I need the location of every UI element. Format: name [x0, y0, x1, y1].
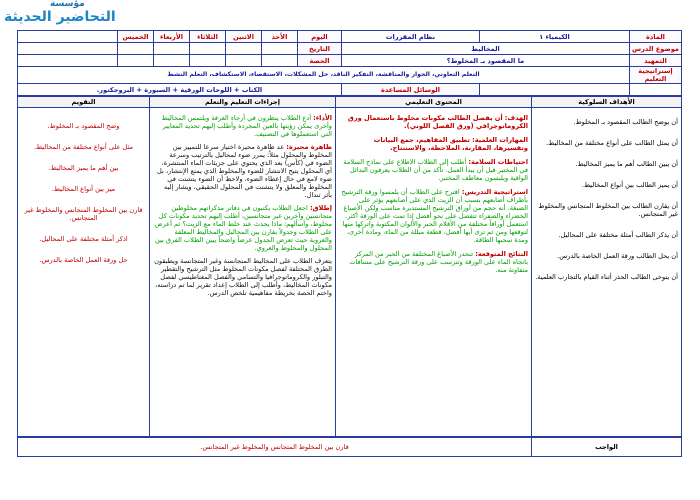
- content-label: النتائج المتوقعة:: [475, 250, 528, 258]
- procedure-block: [153, 204, 332, 252]
- day-monday: الاثنين: [226, 31, 262, 43]
- procedure-block: [153, 114, 332, 138]
- evaluation-cell: [18, 108, 150, 437]
- lesson-label: موضوع الدرس: [630, 43, 682, 55]
- procedure-text: يتعرف الطلاب على المخاليط المتجانسة وغير المتجانسة ويطبقون الطرق المختلفة لفصل مكونات المخلوط مثل الترشيح والتقطير والتبلور والكروماتوجرافيا والتسامي والفصل المغناطيسي لفصل مكونات المخاليط، وأطلب إلى الطلاب إعداد تقرير لما تم دراسته، واختم الحصة بخريطة مفاهيمية تلخص الدرس.: [154, 257, 332, 297]
- content-label: الهدف:: [504, 114, 528, 122]
- evaluation-item: ميز بين أنواع المخاليط.: [51, 185, 116, 193]
- procedure-text: عد ظاهرة محيرة اختيار سرعا للتمييز بين المخلوط والمحلول مثلاً: يمرر ضوء لمحاليل بالترتيب وسرعة الضوء في (كأس) بعد الذي يحتوي على جزيئات الماء المنتشرة، أي المحلول يتيح الانتشار للضوء والمخلوط الذي يمنع الإنتشار، بل ضوء لامع في حال إعطاء الضوء، ولاحظ أن الضوء يتشتت في المخلوط والمعلق ولا يتشتت في المحلول الحقيقي، ويشار إليه بأثر تندال.: [157, 143, 332, 199]
- logo: [2, 0, 177, 34]
- objective-item: أن يبين الطالب أهم ما يميز المخاليط.: [575, 160, 678, 168]
- procedures-header: إجراءات التعليم والتعلم: [150, 97, 336, 108]
- procedure-label: ظاهرة محيرة:: [286, 143, 332, 151]
- course-label: نظام المقررات: [342, 31, 480, 43]
- procedure-block: [153, 143, 332, 199]
- content-block: [339, 114, 528, 130]
- day-wednesday: الأربعاء: [154, 31, 190, 43]
- evaluation-header: التقويم: [18, 97, 150, 108]
- main-table: [17, 96, 682, 437]
- content-text: أن يفصل الطالب مكونات مخلوط باستعمال ورق الكروماتوجرافي (ورق الفصل اللوني).: [347, 114, 528, 130]
- date-label: التاريخ: [298, 43, 342, 55]
- lesson-plan-sheet: [18, 30, 682, 482]
- content-label: احتياطات السلامة:: [468, 158, 528, 166]
- objective-item: أن يحل الطالب ورقة العمل الخاصة بالدرس.: [557, 252, 678, 260]
- subject-value: الكيمياء ١: [480, 31, 630, 43]
- header-table: [17, 30, 682, 96]
- content-label: المهارات العلمية:: [472, 136, 528, 144]
- content-text: تنحدر الأصباغ المختلفة من الحبر من المركز باتجاه الماء على الورقة وتترسب على ورقة الترشيح على مسافات متفاوتة منه.: [349, 250, 528, 274]
- objective-item: أن يتوخى الطالب الحذر أثناء القيام بالتجارب العلمية.: [535, 273, 678, 281]
- subject-label: المادة: [630, 31, 682, 43]
- content-block: [339, 158, 528, 182]
- objective-item: أن يمثل الطالب على أنواع مختلفة من المخاليط.: [546, 139, 678, 147]
- procedures-cell: [150, 108, 336, 437]
- lesson-value: المخاليط: [342, 43, 630, 55]
- procedure-label: إطلاق:: [309, 204, 332, 212]
- homework-table: [17, 437, 682, 457]
- homework-value: قارن بين المخلوط المتجانس والمخلوط غير المتجانس.: [18, 438, 532, 457]
- content-text: أطلب إلى الطلاب الاطلاع على نماذج السلامة في المختبر قبل أن يبدأ العمل. تأكد من أن الطلاب يعرفون البدائل الواقية ويلبسون معاطف المختبر.: [343, 158, 528, 182]
- procedure-label: الأداء:: [313, 114, 332, 122]
- objectives-header: الأهداف السلوكية: [532, 97, 682, 108]
- objective-item: أن يميز الطالب بين أنواع المخاليط.: [581, 181, 678, 189]
- objective-item: أن يوضح الطالب المقصود بـ المخلوط.: [573, 118, 678, 126]
- procedure-text: أدع الطلاب ينظرون في أرجاء الغرفة ويلتمس المخاليط وأخرى يمكن رؤيتها بالعين المجردة وأطلب إليهم تحديد المعايير التي استعملوها في التصنيف.: [161, 114, 332, 138]
- strategy-label: إستراتيجية التعليم: [630, 67, 682, 84]
- objective-item: أن يذكر الطالب أمثلة مختلفة على المحاليل.: [558, 231, 678, 239]
- evaluation-item: قارن بين المخلوط المتجانس والمخلوط غير المتجانس.: [24, 206, 143, 222]
- homework-label: الواجب: [532, 438, 682, 457]
- content-block: [339, 188, 528, 244]
- evaluation-item: وضح المقصود بـ المخلوط.: [47, 122, 120, 130]
- aids-label: الوسائل المساعدة: [342, 84, 480, 96]
- evaluation-item: بين أهم ما يميز المخاليط.: [48, 164, 119, 172]
- content-text: تطبيق المفاهيم، جمع البيانات وتفسيرها، المقارنة، الملاحظة، والاستنتاج.: [373, 136, 528, 152]
- intro-label: التمهيد: [630, 55, 682, 67]
- strategy-value: التعلم التعاوني، الحوار والمناقشة، التفكير الناقد، حل المشكلات، الاستقصاء، الاستكشاف، التعلم النشط: [18, 67, 630, 84]
- logo-main-text: التحاضير الحديثة: [4, 9, 116, 25]
- objective-item: أن يقارن الطالب بين المخلوط المتجانس والمخلوط غير المتجانس.: [538, 202, 678, 218]
- aids-value: الكتاب + اللوحات الورقية + السبورة + البروجكتور.: [18, 84, 342, 96]
- content-header: المحتوى التعليمي: [336, 97, 532, 108]
- content-cell: [336, 108, 532, 437]
- day-tuesday: الثلاثاء: [190, 31, 226, 43]
- class-label: الحصة: [298, 55, 342, 67]
- procedure-block: [153, 257, 332, 297]
- day-sunday: الأحد: [262, 31, 298, 43]
- evaluation-item: اذكر أمثلة مختلفة على المحاليل.: [39, 235, 128, 243]
- day-thursday: الخميس: [118, 31, 154, 43]
- intro-value: ما المقصود بـ المخلوط؟: [342, 55, 630, 67]
- content-block: [339, 250, 528, 274]
- content-block: [339, 136, 528, 152]
- evaluation-item: حل ورقة العمل الخاصة بالدرس.: [39, 256, 128, 264]
- content-label: استراتيجية التدريس:: [461, 188, 528, 196]
- content-text: اقترح على الطلاب أن يلمسوا ورقة الترشيح بأطراف أصابعهم بسبب أن الزيت الذي على أصابعهم يؤثر على الصبغة. أنه حجم من أوراق الترشيح المستديرة مناسب ولكن الأصباغ الخضراء والصفراء تتفصل على نحو أفضل إذا تمت على الورقة أكثر. استعمل أوراقاً مختلفة من الأقلام الحبر والألوان المكتوبة واتركها منها لتوقعها ومن ثم ترى أيها أفضل، قطعة مبللة من الماء، ومادة أخرى، ومدة سحبها الطاقة.: [341, 188, 528, 244]
- day-label: اليوم: [298, 31, 342, 43]
- logo-top-text: مؤسسة: [50, 0, 85, 9]
- procedure-text: اجعل الطلاب يكتبون في دفاتر مذكراتهم مخلوطين متجانسين وآخرين غير متجانسين، أطلب إليهم تحديد مكونات كل مخلوط، وأسألهم: ماذا يحدث عند خلط الماء مع الزيت؟ ثم أعرض على الطلاب وجدولاً يقارن بين المحاليل والمخاليط المعلقة والغروية حيث تعرض الجدول عرضاً واضحاً يبين الطلاب الفرق بين المحلول والمخلوط والغروي.: [154, 204, 332, 252]
- objectives-cell: [532, 108, 682, 437]
- evaluation-item: مثل على أنواع مختلفة من المخاليط.: [33, 143, 134, 151]
